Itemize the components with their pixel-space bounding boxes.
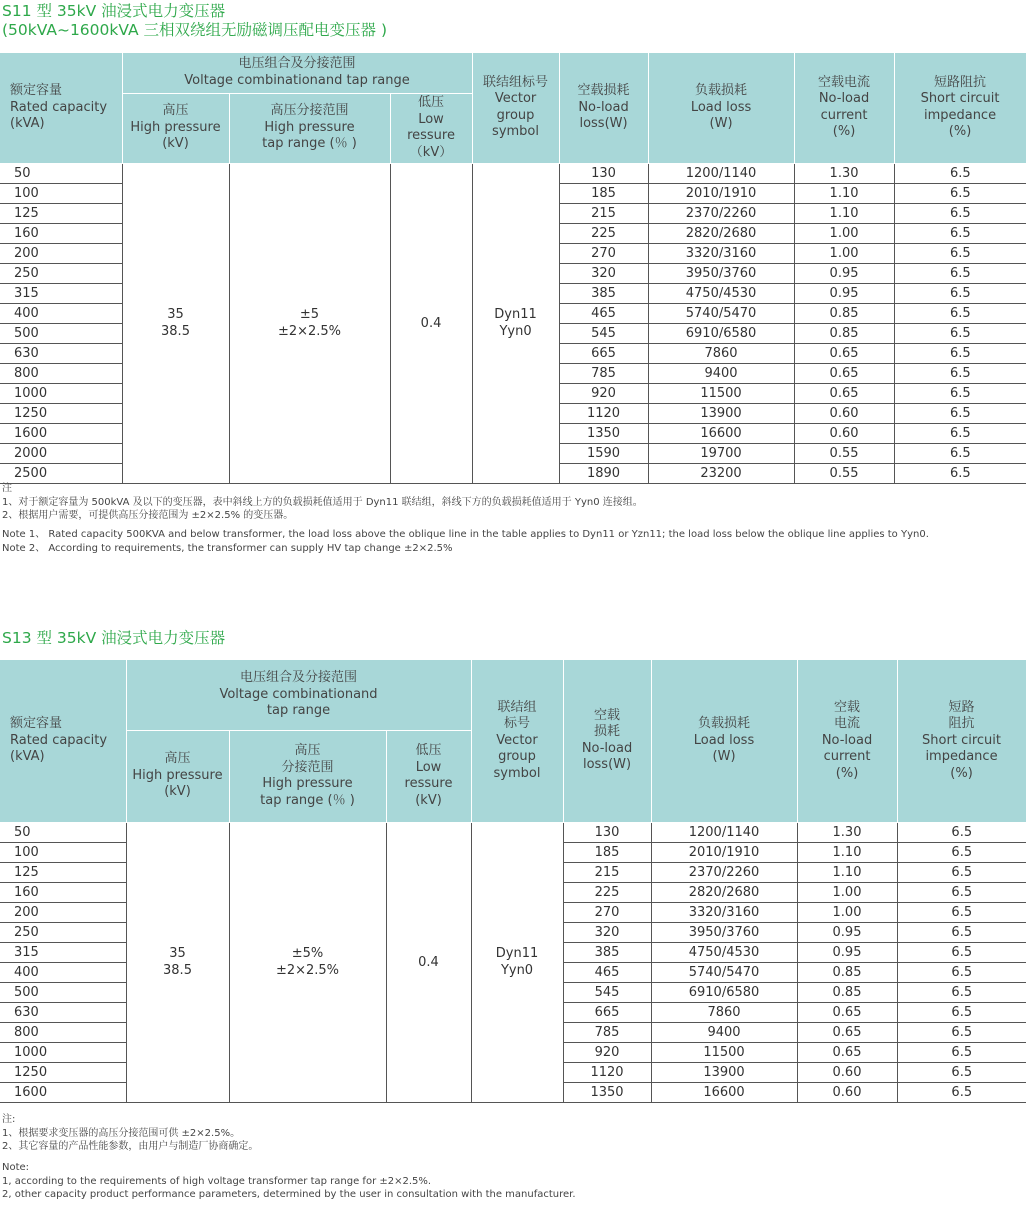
merged-low-pressure (386, 822, 471, 1102)
cell-load-loss: 3320/3160 (651, 902, 797, 922)
text-line: 分接范围 (281, 759, 334, 775)
cell-load-loss: 3950/3760 (651, 922, 797, 942)
cell-load-loss: 11500 (648, 383, 794, 403)
cell-noload-loss: 665 (559, 343, 648, 363)
text-line: (kVA) (10, 116, 45, 131)
cell-rated-capacity: 100 (0, 842, 126, 862)
s11-title: S11 型 35kV 油浸式电力变压器 (2, 2, 226, 20)
text-line: 阻抗 (948, 716, 975, 731)
cell-impedance: 6.5 (894, 343, 1026, 363)
text-line: 空载 (834, 699, 861, 715)
cell-rated-capacity: 250 (0, 922, 126, 942)
cell-noload-loss: 1590 (559, 443, 648, 463)
cell-load-loss: 16600 (651, 1082, 797, 1102)
text-line: (kV) (164, 784, 191, 800)
cell-load-loss: 5740/5470 (648, 303, 794, 323)
cell-noload-current: 0.65 (797, 1022, 897, 1042)
cell-noload-loss: 385 (563, 942, 651, 962)
text-line: Dyn11 (494, 307, 537, 322)
text-line: 联结组 (497, 699, 537, 715)
text-line: ressure (407, 128, 455, 143)
s11-subtitle: (50kVA~1600kVA 三相双绕组无励磁调压配电变压器 ) (2, 21, 387, 39)
text-line: （kV） (409, 144, 453, 160)
cell-noload-loss: 270 (559, 243, 648, 263)
merged-hv-tap-range (229, 163, 390, 483)
cell-load-loss: 5740/5470 (651, 962, 797, 982)
cell-impedance: 6.5 (894, 323, 1026, 343)
text-line: Rated capacity (10, 732, 108, 748)
text-line: Short circuit (922, 732, 1001, 748)
cell-noload-current: 0.60 (794, 423, 894, 443)
s11-notes-en (2, 528, 929, 555)
header-load-loss (651, 660, 797, 822)
cell-impedance: 6.5 (894, 223, 1026, 243)
cell-load-loss: 16600 (648, 423, 794, 443)
text-line: (%) (835, 765, 859, 781)
cell-noload-loss: 320 (563, 922, 651, 942)
cell-rated-capacity: 50 (0, 163, 122, 183)
text-line: 短路 (948, 699, 975, 715)
text-line: 35 (169, 946, 186, 961)
cell-load-loss: 4750/4530 (651, 942, 797, 962)
table-row (0, 822, 1026, 842)
cell-rated-capacity: 1600 (0, 423, 122, 443)
text-line: 高压 (162, 103, 189, 119)
cell-impedance: 6.5 (897, 822, 1026, 842)
cell-impedance: 6.5 (894, 403, 1026, 423)
text-line: Low (415, 759, 442, 775)
cell-noload-current: 0.95 (794, 283, 894, 303)
cell-load-loss: 19700 (648, 443, 794, 463)
cell-noload-loss: 1350 (563, 1082, 651, 1102)
cell-load-loss: 6910/6580 (648, 323, 794, 343)
cell-impedance: 6.5 (897, 902, 1026, 922)
header-hv-tap-range (229, 93, 390, 163)
cell-load-loss: 7860 (648, 343, 794, 363)
cell-load-loss: 2370/2260 (651, 862, 797, 882)
text-line: 注: (2, 1114, 16, 1125)
cell-load-loss: 13900 (651, 1062, 797, 1082)
text-line: Yyn0 (500, 963, 534, 978)
text-line: 35 (167, 307, 184, 322)
text-line: group (498, 749, 536, 764)
cell-noload-loss: 665 (563, 1002, 651, 1022)
cell-noload-loss: 1350 (559, 423, 648, 443)
text-line: (W) (709, 116, 733, 131)
header-noload-current (794, 53, 894, 163)
text-line: High pressure (264, 119, 355, 135)
cell-rated-capacity: 500 (0, 323, 122, 343)
text-line: 空载电流 (818, 74, 871, 90)
cell-noload-current: 0.85 (794, 303, 894, 323)
text-line: (%) (832, 124, 856, 140)
cell-load-loss: 11500 (651, 1042, 797, 1062)
text-line: Load loss (693, 732, 755, 748)
cell-noload-loss: 385 (559, 283, 648, 303)
text-line: Yyn0 (499, 324, 532, 339)
cell-impedance: 6.5 (897, 882, 1026, 902)
text-line: impedance (925, 749, 998, 764)
cell-noload-current: 0.60 (797, 1082, 897, 1102)
cell-load-loss: 2010/1910 (651, 842, 797, 862)
merged-vector-group (471, 822, 563, 1102)
text-line: 电压组合及分接范围 (240, 670, 358, 685)
text-line: 0.4 (418, 954, 439, 970)
text-line: 空载损耗 (577, 83, 630, 98)
cell-rated-capacity: 1250 (0, 1062, 126, 1082)
cell-noload-current: 1.30 (794, 163, 894, 183)
cell-impedance: 6.5 (897, 922, 1026, 942)
cell-load-loss: 2010/1910 (648, 183, 794, 203)
text-line: 2, other capacity product performance parameters, determined by the user in consultation with the manufacturer. (2, 1189, 576, 1200)
cell-rated-capacity: 500 (0, 982, 126, 1002)
text-line: tap range (266, 703, 331, 718)
cell-noload-current: 1.30 (797, 822, 897, 842)
text-line: 高压 (294, 743, 321, 758)
cell-noload-loss: 785 (559, 363, 648, 383)
text-line: 短路阻抗 (934, 74, 987, 90)
text-line: tap range (％ ) (260, 792, 355, 808)
text-line: tap range (％ ) (262, 136, 357, 152)
text-line: (kV) (415, 792, 442, 808)
cell-rated-capacity: 100 (0, 183, 122, 203)
s13-spec-table (0, 660, 1026, 1103)
text-line: 损耗 (594, 724, 621, 740)
header-high-pressure (126, 730, 229, 822)
cell-load-loss: 3950/3760 (648, 263, 794, 283)
text-line: No-load (818, 91, 870, 107)
cell-load-loss: 7860 (651, 1002, 797, 1022)
text-line: 注 (2, 483, 12, 494)
header-short-circuit-impedance (897, 660, 1026, 822)
text-line: current (820, 107, 868, 123)
text-line: ±2×2.5% (277, 324, 342, 339)
text-line: 负载损耗 (695, 83, 748, 98)
cell-rated-capacity: 125 (0, 862, 126, 882)
text-line: 空载 (594, 707, 621, 723)
text-line: Vector (496, 732, 538, 748)
header-noload-loss (563, 660, 651, 822)
text-line: Load loss (690, 99, 752, 115)
cell-impedance: 6.5 (894, 243, 1026, 263)
text-line: Short circuit (920, 91, 1000, 107)
cell-load-loss: 2370/2260 (648, 203, 794, 223)
text-line: 电流 (834, 716, 861, 731)
header-voltage-combination (126, 660, 471, 730)
cell-impedance: 6.5 (894, 163, 1026, 183)
cell-impedance: 6.5 (894, 303, 1026, 323)
header-vector-group (472, 53, 559, 163)
header-hv-tap-range (229, 730, 386, 822)
text-line: loss(W) (579, 116, 628, 131)
cell-rated-capacity: 1600 (0, 1082, 126, 1102)
cell-impedance: 6.5 (894, 423, 1026, 443)
cell-load-loss: 1200/1140 (651, 822, 797, 842)
cell-rated-capacity: 630 (0, 343, 122, 363)
cell-noload-loss: 545 (563, 982, 651, 1002)
cell-noload-loss: 130 (559, 163, 648, 183)
cell-noload-loss: 465 (563, 962, 651, 982)
text-line: (%) (948, 124, 972, 140)
cell-noload-loss: 215 (563, 862, 651, 882)
cell-load-loss: 13900 (648, 403, 794, 423)
cell-noload-loss: 465 (559, 303, 648, 323)
cell-rated-capacity: 1000 (0, 383, 122, 403)
text-line: Dyn11 (495, 946, 539, 961)
cell-noload-loss: 920 (563, 1042, 651, 1062)
merged-vector-group (472, 163, 559, 483)
cell-rated-capacity: 200 (0, 902, 126, 922)
cell-load-loss: 2820/2680 (651, 882, 797, 902)
cell-load-loss: 6910/6580 (651, 982, 797, 1002)
merged-low-pressure (390, 163, 472, 483)
header-high-pressure (122, 93, 229, 163)
cell-rated-capacity: 160 (0, 882, 126, 902)
cell-noload-current: 0.85 (797, 962, 897, 982)
text-line: 额定容量 (10, 716, 63, 731)
text-line: Note 1、 Rated capacity 500KVA and below transformer, the load loss above the oblique line in the table applies to Dyn11 or Yzn11; the load loss below the oblique line applies to Yyn0. (2, 529, 929, 540)
cell-impedance: 6.5 (894, 383, 1026, 403)
text-line: No-load (821, 732, 873, 748)
cell-rated-capacity: 400 (0, 303, 122, 323)
cell-noload-current: 0.85 (797, 982, 897, 1002)
cell-noload-loss: 1120 (563, 1062, 651, 1082)
header-short-circuit-impedance (894, 53, 1026, 163)
cell-noload-current: 0.85 (794, 323, 894, 343)
cell-noload-current: 1.10 (794, 183, 894, 203)
text-line: (kV) (162, 136, 189, 152)
text-line: High pressure (262, 776, 353, 791)
cell-noload-current: 1.00 (797, 882, 897, 902)
text-line: Vector (494, 91, 537, 107)
text-line: High pressure (130, 119, 221, 135)
cell-noload-loss: 545 (559, 323, 648, 343)
cell-load-loss: 1200/1140 (648, 163, 794, 183)
cell-noload-loss: 130 (563, 822, 651, 842)
cell-impedance: 6.5 (897, 1002, 1026, 1022)
cell-noload-current: 1.10 (794, 203, 894, 223)
cell-rated-capacity: 630 (0, 1002, 126, 1022)
text-line: Voltage combinationand tap range (184, 72, 410, 88)
cell-load-loss: 9400 (648, 363, 794, 383)
header-low-pressure (390, 93, 472, 163)
cell-noload-loss: 185 (563, 842, 651, 862)
cell-impedance: 6.5 (897, 982, 1026, 1002)
cell-noload-loss: 225 (563, 882, 651, 902)
cell-load-loss: 9400 (651, 1022, 797, 1042)
s11-spec-table (0, 53, 1026, 484)
cell-impedance: 6.5 (897, 1022, 1026, 1042)
text-line: symbol (492, 124, 539, 140)
cell-rated-capacity: 800 (0, 1022, 126, 1042)
cell-noload-loss: 785 (563, 1022, 651, 1042)
text-line: 1、对于额定容量为 500kVA 及以下的变压器，表中斜线上方的负载损耗值适用于 Dyn11 联结组，斜线下方的负载损耗值适用于 Yyn0 连接组。 (2, 496, 643, 508)
cell-rated-capacity: 2000 (0, 443, 122, 463)
s13-notes-en (2, 1161, 576, 1202)
cell-noload-current: 0.65 (794, 363, 894, 383)
text-line: ±5% (291, 946, 324, 961)
header-vector-group (471, 660, 563, 822)
text-line: 2、根据用户需要，可提供高压分接范围为 ±2×2.5% 的变压器。 (2, 510, 294, 521)
text-line: group (496, 107, 535, 123)
text-line: current (823, 749, 871, 764)
s11-notes-cn (2, 482, 643, 523)
cell-noload-current: 0.60 (797, 1062, 897, 1082)
cell-noload-current: 0.95 (797, 922, 897, 942)
cell-noload-current: 1.00 (797, 902, 897, 922)
cell-impedance: 6.5 (894, 283, 1026, 303)
text-line: 联结组标号 (483, 74, 549, 90)
cell-noload-current: 0.65 (797, 1042, 897, 1062)
header-voltage-combination (122, 53, 472, 93)
text-line: 标号 (504, 716, 531, 731)
text-line: 电压组合及分接范围 (238, 56, 356, 72)
cell-load-loss: 3320/3160 (648, 243, 794, 263)
s13-title: S13 型 35kV 油浸式电力变压器 (2, 629, 226, 647)
cell-impedance: 6.5 (894, 463, 1026, 483)
cell-impedance: 6.5 (897, 942, 1026, 962)
cell-noload-current: 0.95 (797, 942, 897, 962)
cell-rated-capacity: 50 (0, 822, 126, 842)
cell-rated-capacity: 800 (0, 363, 122, 383)
cell-noload-current: 1.00 (794, 223, 894, 243)
text-line: Voltage combinationand (219, 686, 378, 702)
text-line: 负载损耗 (698, 716, 751, 731)
cell-rated-capacity: 2500 (0, 463, 122, 483)
cell-noload-current: 0.55 (794, 463, 894, 483)
text-line: 高压分接范围 (270, 103, 349, 119)
text-line: No-load (578, 99, 629, 115)
cell-rated-capacity: 1000 (0, 1042, 126, 1062)
text-line: Low (418, 111, 444, 127)
text-line: (W) (712, 749, 736, 764)
cell-noload-loss: 920 (559, 383, 648, 403)
cell-rated-capacity: 315 (0, 283, 122, 303)
cell-load-loss: 23200 (648, 463, 794, 483)
cell-noload-loss: 320 (559, 263, 648, 283)
cell-noload-current: 0.60 (794, 403, 894, 423)
header-rated-capacity (0, 53, 122, 163)
cell-noload-current: 1.10 (797, 862, 897, 882)
cell-impedance: 6.5 (894, 263, 1026, 283)
cell-noload-loss: 1120 (559, 403, 648, 423)
text-line: ±5 (299, 307, 320, 322)
cell-impedance: 6.5 (894, 443, 1026, 463)
text-line: 38.5 (163, 963, 192, 978)
text-line: Rated capacity (10, 99, 108, 115)
cell-rated-capacity: 160 (0, 223, 122, 243)
text-line: High pressure (132, 767, 223, 783)
cell-rated-capacity: 400 (0, 962, 126, 982)
header-load-loss (648, 53, 794, 163)
cell-rated-capacity: 200 (0, 243, 122, 263)
table-row (0, 163, 1026, 183)
text-line: 额定容量 (10, 83, 63, 98)
cell-impedance: 6.5 (894, 183, 1026, 203)
cell-noload-loss: 270 (563, 902, 651, 922)
text-line: loss(W) (582, 757, 632, 773)
header-noload-loss (559, 53, 648, 163)
text-line: Note: (2, 1162, 30, 1173)
cell-impedance: 6.5 (897, 842, 1026, 862)
text-line: 低压 (418, 95, 445, 110)
cell-noload-current: 1.00 (794, 243, 894, 263)
cell-noload-current: 0.65 (794, 343, 894, 363)
cell-rated-capacity: 1250 (0, 403, 122, 423)
text-line: 低压 (415, 743, 442, 758)
text-line: 0.4 (420, 315, 442, 331)
cell-impedance: 6.5 (897, 962, 1026, 982)
cell-rated-capacity: 315 (0, 942, 126, 962)
cell-impedance: 6.5 (894, 203, 1026, 223)
text-line: Note 2、 According to requirements, the transformer can supply HV tap change ±2×2.5% (2, 542, 453, 554)
text-line: 高压 (164, 751, 191, 767)
text-line: ±2×2.5% (275, 963, 340, 978)
merged-high-pressure (122, 163, 229, 483)
text-line: (kVA) (10, 749, 45, 764)
header-rated-capacity (0, 660, 126, 822)
cell-noload-current: 0.55 (794, 443, 894, 463)
cell-impedance: 6.5 (897, 1062, 1026, 1082)
text-line: 1、根据要求变压器的高压分接范围可供 ±2×2.5%。 (2, 1127, 241, 1139)
cell-load-loss: 2820/2680 (648, 223, 794, 243)
text-line: (%) (950, 765, 973, 781)
cell-impedance: 6.5 (897, 862, 1026, 882)
cell-noload-current: 0.65 (794, 383, 894, 403)
cell-noload-current: 1.10 (797, 842, 897, 862)
s13-notes-cn (2, 1113, 258, 1154)
cell-rated-capacity: 125 (0, 203, 122, 223)
merged-high-pressure (126, 822, 229, 1102)
cell-impedance: 6.5 (897, 1042, 1026, 1062)
text-line: ressure (404, 776, 453, 791)
cell-noload-loss: 1890 (559, 463, 648, 483)
text-line: impedance (923, 107, 997, 123)
cell-impedance: 6.5 (894, 363, 1026, 383)
cell-noload-loss: 215 (559, 203, 648, 223)
text-line: 2、其它容量的产品性能参数，由用户与制造厂协商确定。 (2, 1141, 259, 1152)
merged-hv-tap-range (229, 822, 386, 1102)
cell-noload-current: 0.65 (797, 1002, 897, 1022)
cell-load-loss: 4750/4530 (648, 283, 794, 303)
cell-rated-capacity: 250 (0, 263, 122, 283)
cell-noload-current: 0.95 (794, 263, 894, 283)
text-line: 1, according to the requirements of high voltage transformer tap range for ±2×2.5%. (2, 1175, 432, 1187)
cell-noload-loss: 185 (559, 183, 648, 203)
cell-impedance: 6.5 (897, 1082, 1026, 1102)
header-low-pressure (386, 730, 471, 822)
text-line: No-load (581, 740, 633, 756)
cell-noload-loss: 225 (559, 223, 648, 243)
text-line: 38.5 (161, 324, 190, 339)
text-line: symbol (493, 765, 541, 781)
header-noload-current (797, 660, 897, 822)
